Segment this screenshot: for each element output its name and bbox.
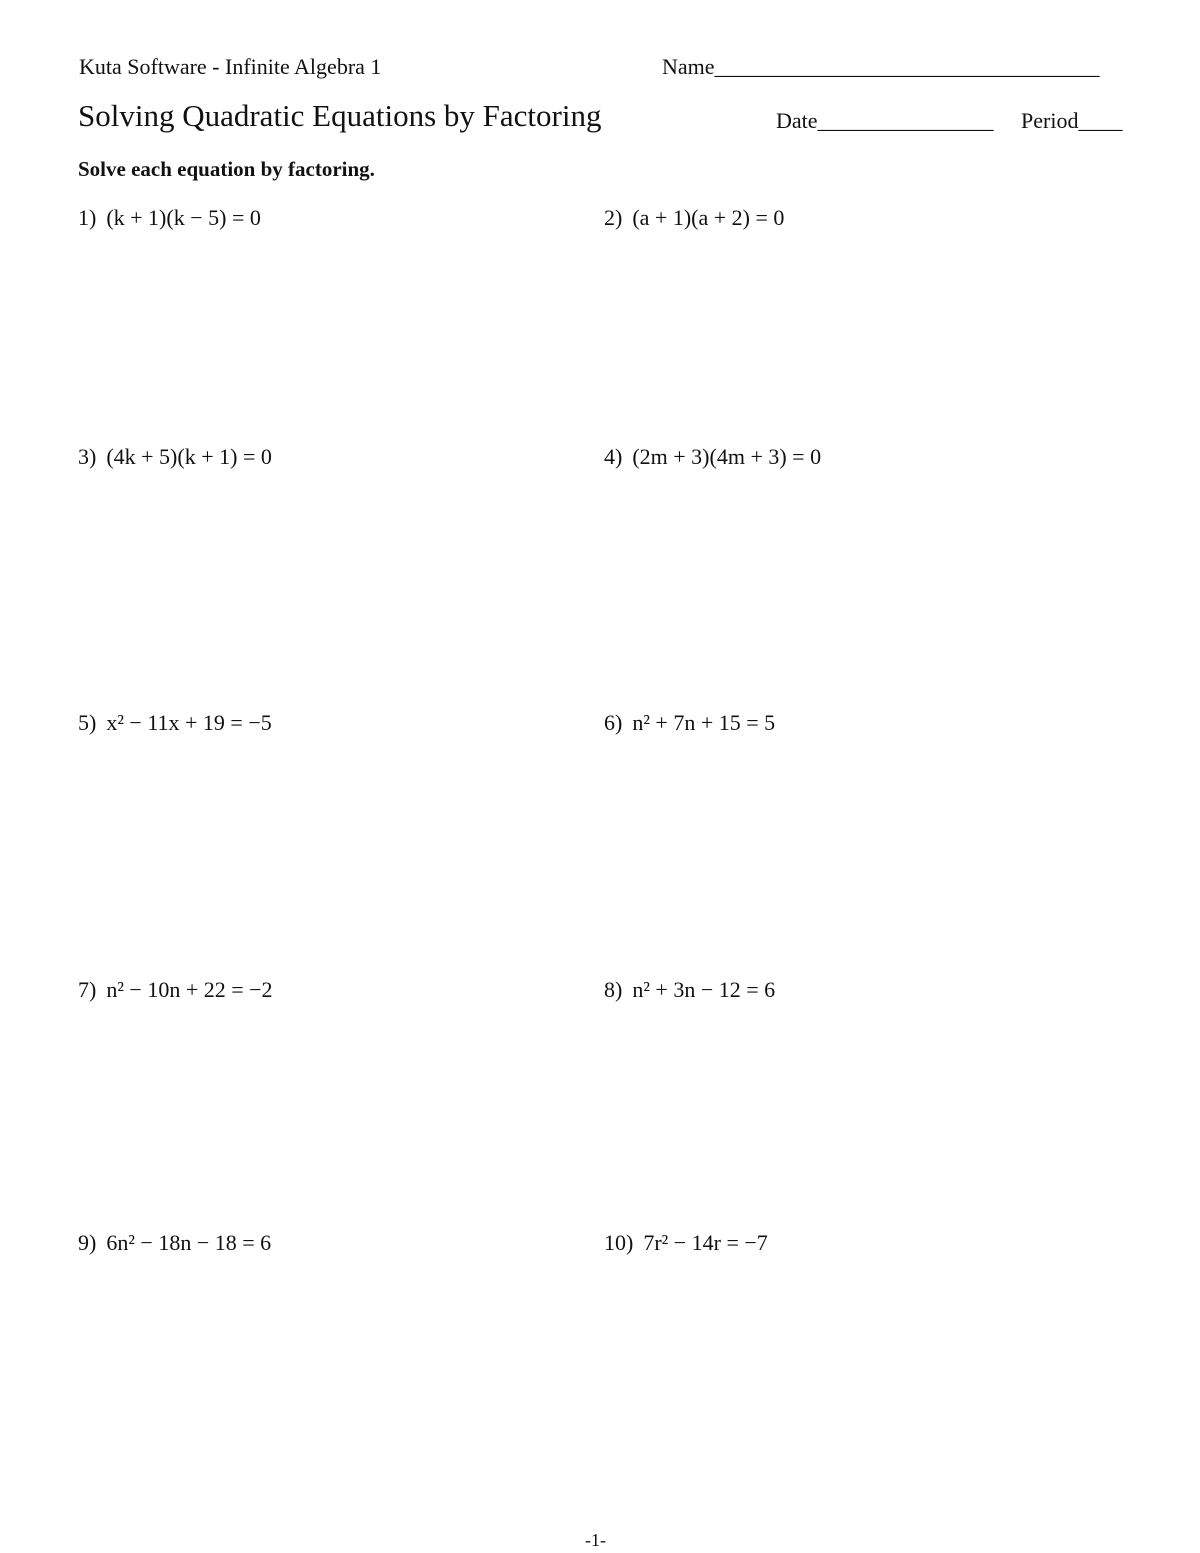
problem-equation: n² − 10n + 22 = −2 xyxy=(106,977,273,1002)
problem-number: 2) xyxy=(604,205,623,230)
problem-equation: 6n² − 18n − 18 = 6 xyxy=(106,1230,272,1255)
problem-number: 10) xyxy=(604,1230,634,1255)
problem-number: 8) xyxy=(604,977,623,1002)
problem-8 xyxy=(604,977,775,1003)
problem-3 xyxy=(78,444,272,470)
problem-number: 3) xyxy=(78,444,97,469)
problem-5 xyxy=(78,710,272,736)
date-field: Date________________ xyxy=(776,108,994,133)
problem-7 xyxy=(78,977,273,1003)
problem-6 xyxy=(604,710,775,736)
period-field: Period____ xyxy=(1021,108,1123,133)
problem-number: 5) xyxy=(78,710,97,735)
problem-equation: n² + 7n + 15 = 5 xyxy=(632,710,776,735)
page-title: Solving Quadratic Equations by Factoring xyxy=(78,98,602,133)
problem-1 xyxy=(78,205,261,231)
problem-number: 9) xyxy=(78,1230,97,1255)
name-field: Name___________________________________ xyxy=(662,54,1100,79)
problem-2 xyxy=(604,205,784,231)
problem-4 xyxy=(604,444,821,470)
problem-number: 7) xyxy=(78,977,97,1002)
problem-number: 6) xyxy=(604,710,623,735)
instructions: Solve each equation by factoring. xyxy=(78,157,375,181)
problem-10 xyxy=(604,1230,768,1256)
problem-equation: x² − 11x + 19 = −5 xyxy=(106,710,272,735)
problem-equation: (4k + 5)(k + 1) = 0 xyxy=(106,444,272,469)
problem-9 xyxy=(78,1230,271,1256)
problem-equation: n² + 3n − 12 = 6 xyxy=(632,977,776,1002)
problem-equation: (a + 1)(a + 2) = 0 xyxy=(632,205,785,230)
page-number: -1- xyxy=(585,1530,606,1550)
problem-number: 1) xyxy=(78,205,97,230)
problem-equation: 7r² − 14r = −7 xyxy=(643,1230,768,1255)
problem-number: 4) xyxy=(604,444,623,469)
problem-equation: (2m + 3)(4m + 3) = 0 xyxy=(632,444,822,469)
software-label: Kuta Software - Infinite Algebra 1 xyxy=(79,54,382,79)
problem-equation: (k + 1)(k − 5) = 0 xyxy=(106,205,261,230)
